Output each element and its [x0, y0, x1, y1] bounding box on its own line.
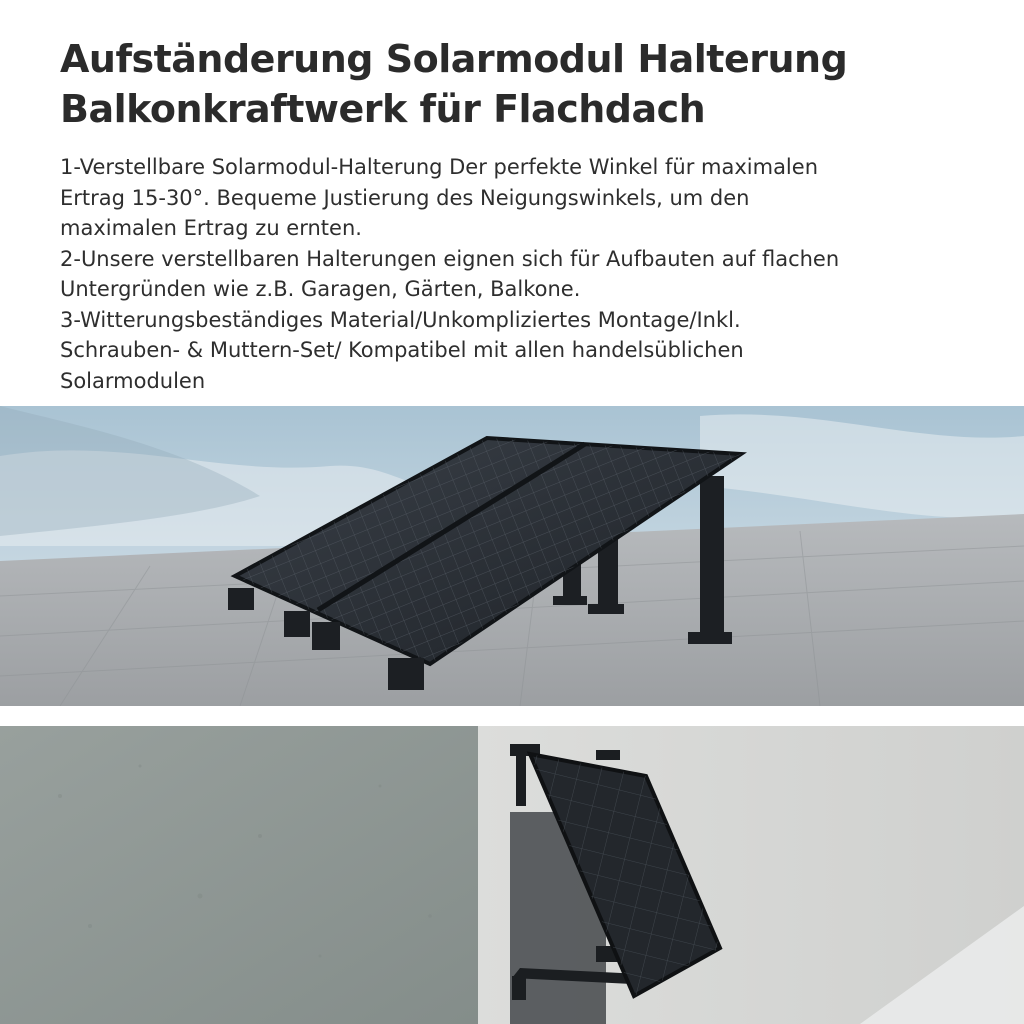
- feature-3-line-1: 3-Witterungsbeständiges Material/Unkompliziertes Montage/Inkl.: [60, 307, 741, 332]
- feature-item-1: [60, 152, 1010, 244]
- feature-item-2: [60, 244, 1010, 305]
- feature-1-line-1: 1-Verstellbare Solarmodul-Halterung Der perfekte Winkel für maximalen: [60, 155, 818, 179]
- title-line-1: Aufständerung Solarmodul Halterung: [60, 37, 848, 81]
- feature-3-line-2: Schrauben- & Muttern-Set/ Kompatibel mit allen handelsüblichen: [60, 338, 744, 362]
- photo-wall-mounted-solar-panel: [0, 726, 1024, 1024]
- feature-3-line-3: Solarmodulen: [60, 368, 206, 393]
- photo-flat-roof-solar-mount: [0, 406, 1024, 706]
- feature-1-line-2: Ertrag 15-30°. Bequeme Justierung des Neigungswinkels, um den: [60, 185, 750, 210]
- feature-2-line-1: 2-Unsere verstellbaren Halterungen eignen sich für Aufbauten auf flachen: [60, 246, 840, 271]
- title-line-2: Balkonkraftwerk für Flachdach: [60, 87, 706, 131]
- feature-description: [60, 152, 1010, 396]
- concrete-wall: [0, 726, 478, 1024]
- page-title: [60, 34, 980, 134]
- feature-item-3: [60, 305, 1010, 397]
- feature-2-line-2: Untergründen wie z.B. Garagen, Gärten, Balkone.: [60, 277, 581, 301]
- feature-1-line-3: maximalen Ertrag zu ernten.: [60, 216, 362, 240]
